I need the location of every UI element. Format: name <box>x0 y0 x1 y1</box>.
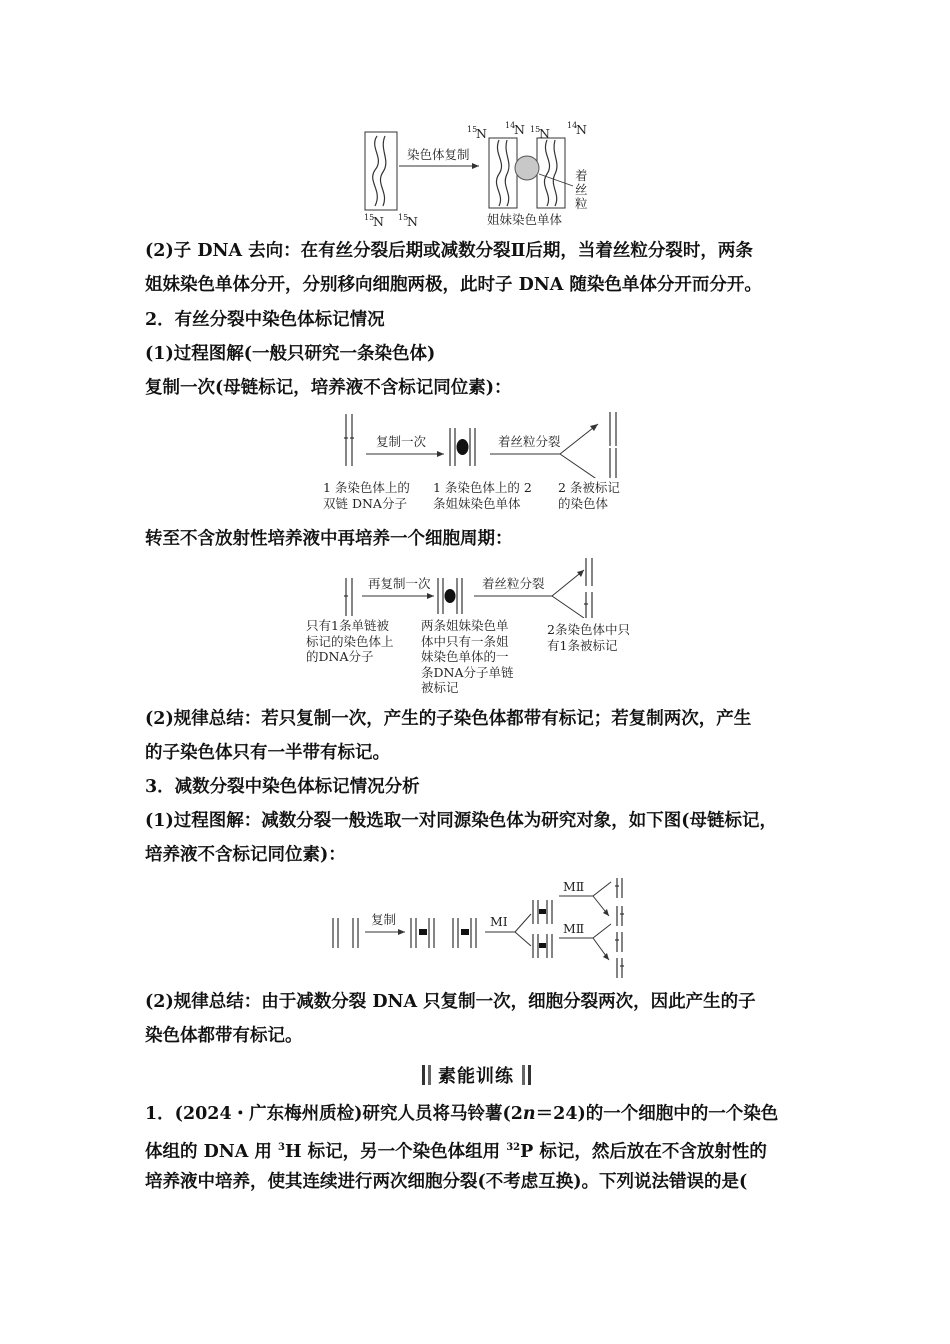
question1-line2 <box>145 1131 817 1169</box>
dna-strand-a2 <box>505 140 509 206</box>
arrow-replicate-meiosis-label: 复制 <box>371 912 397 927</box>
mi-top-centromere <box>539 909 546 914</box>
heading-3: 3．减数分裂中染色体标记情况分析 <box>145 777 420 797</box>
arrow-centromere-split-label: 着丝粒分裂 <box>498 434 561 449</box>
fig2-caption-1: 1 条染色体上的 双链 DNA分子 <box>323 480 410 511</box>
centromere-circle <box>515 156 539 180</box>
chromatid-box-b <box>537 138 565 208</box>
arrowhead-3a <box>427 593 434 599</box>
chromosome-box-left <box>365 132 397 210</box>
n15-sup-right: 15 <box>398 213 409 222</box>
banner-bar-left-1 <box>422 1065 425 1085</box>
gamete-chromosomes <box>615 878 624 978</box>
arrow-replicate-once-label: 复制一次 <box>376 434 427 449</box>
centromere-char-2: 丝 <box>575 182 588 197</box>
mi-branch-up <box>515 914 531 932</box>
banner-bar-right-1 <box>522 1065 525 1085</box>
arrowhead-4a <box>398 929 405 935</box>
para2-line2: 的子染色体只有一半带有标记。 <box>145 743 390 763</box>
q1-line1-pre: 1．(2024・广东梅州质检)研究人员将马铃薯(2 <box>145 1104 523 1124</box>
sub2-1c: 转至不含放射性培养液中再培养一个细胞周期： <box>145 529 513 549</box>
n14-sup-top-b: 14 <box>567 121 578 130</box>
centromere-char-1: 着 <box>575 168 588 183</box>
sub2-1: (1)过程图解(一般只研究一条染色体) <box>145 344 436 364</box>
mi-bottom-centromere <box>539 943 546 948</box>
chromosome-single-labeled <box>344 578 352 616</box>
q1-sup-3: 3 <box>278 1142 285 1153</box>
branch-up-2-head <box>577 570 584 577</box>
n-letter-top-b: N <box>539 126 550 141</box>
chromosome-double-strand <box>344 414 354 466</box>
centromere-char-3: 粒 <box>575 196 588 211</box>
sister-chromatid-label: 姐妹染色单体 <box>487 212 563 227</box>
n14-sup-top-a: 14 <box>505 121 516 130</box>
question1-line3: 培养液中培养，使其连续进行两次细胞分裂(不考虑互换)。下列说法错误的是( <box>145 1172 748 1192</box>
mii-b-down-head <box>603 953 609 960</box>
q1-line2-post: P 标记，然后放在不含放射性的 <box>520 1141 767 1162</box>
n-letter-left: N <box>373 214 384 229</box>
centromere-rect-2 <box>461 929 469 935</box>
q1-sup-32: 32 <box>506 1142 521 1153</box>
para4-line2: 染色体都带有标记。 <box>145 1026 303 1046</box>
banner-bar-left-2 <box>428 1065 431 1085</box>
fig2-caption-3: 2 条被标记 的染色体 <box>558 480 620 511</box>
para1-line2: 姐妹染色单体分开，分别移向细胞两极，此时子 DNA 随染色单体分开而分开。 <box>145 275 762 295</box>
mii-a-up <box>593 882 611 896</box>
mii-b-up <box>593 924 611 938</box>
q1-line1-post: ＝24)的一个细胞中的一个染色 <box>535 1104 779 1124</box>
fig3-caption-1: 只有1条单链被 标记的染色体上 的DNA分子 <box>306 618 394 664</box>
para2-line1: (2)规律总结：若只复制一次，产生的子染色体都带有标记；若复制两次，产生 <box>145 709 752 729</box>
n-letter-top-b2: N <box>576 122 587 137</box>
para3-line2: 培养液不含标记同位素)： <box>145 845 346 865</box>
q1-line2-mid: H 标记，另一个染色体组用 <box>285 1141 507 1162</box>
centromere-rect-1 <box>419 929 427 935</box>
n-letter-top-a2: N <box>514 122 525 137</box>
replicate-label: 染色体复制 <box>407 147 470 162</box>
fig3-caption-2: 两条姐妹染色单 体中只有一条姐 妹染色单体的一 条DNA分子单链 被标记 <box>421 618 514 695</box>
n15-sup-left: 15 <box>364 213 375 222</box>
arrow-centromere-split-2-label: 着丝粒分裂 <box>482 576 545 591</box>
branch-down <box>560 454 598 478</box>
chromatid-box-a <box>489 138 517 208</box>
mii-label-b: MⅡ <box>563 921 585 936</box>
dna-strand-b1 <box>544 140 549 206</box>
para3-line1: (1)过程图解：减数分裂一般选取一对同源染色体为研究对象，如下图(母链标记， <box>145 811 778 831</box>
figure-meiosis <box>325 876 645 980</box>
para1-line1: (2)子 DNA 去向：在有丝分裂后期或减数分裂Ⅱ后期，当着丝粒分裂时，两条 <box>145 241 753 261</box>
replicate-arrowhead <box>472 163 479 169</box>
centromere-dot <box>457 439 469 455</box>
arrow-replicate-again-label: 再复制一次 <box>368 576 431 591</box>
q1-n: n <box>522 1104 536 1124</box>
banner-bar-right-2 <box>528 1065 531 1085</box>
n-letter-right: N <box>407 214 418 229</box>
figure-mitosis-once <box>320 408 640 478</box>
mii-label-a: MⅡ <box>563 879 585 894</box>
figure-dna-replication <box>355 118 595 230</box>
arrowhead-1 <box>437 451 444 457</box>
homologous-pair <box>333 918 358 948</box>
daughter-chromosome-top <box>610 412 616 446</box>
daughter-chromosome-bottom-2 <box>584 592 592 618</box>
sub2-1b: 复制一次(母链标记，培养液不含标记同位素)： <box>145 378 512 398</box>
dna-strand-left-2 <box>380 136 385 206</box>
fig2-caption-2: 1 条染色体上的 2 条姐妹染色单体 <box>433 480 532 511</box>
para4-line1: (2)规律总结：由于减数分裂 DNA 只复制一次，细胞分裂两次，因此产生的子 <box>145 992 756 1012</box>
dna-strand-b2 <box>553 140 557 206</box>
n15-sup-top-b: 15 <box>530 125 541 134</box>
fig3-caption-3: 2条染色体中只 有1条被标记 <box>547 622 630 653</box>
branch-down-2 <box>552 596 584 618</box>
heading-2: 2．有丝分裂中染色体标记情况 <box>145 310 385 330</box>
daughter-chromosome-bottom <box>610 448 616 478</box>
centromere-dot-2 <box>445 589 456 603</box>
dna-strand-left-1 <box>373 136 379 206</box>
section-banner <box>408 1060 544 1090</box>
q1-line2-pre: 体组的 DNA 用 <box>145 1141 279 1162</box>
mi-label: MⅠ <box>490 914 508 929</box>
n15-sup-top-a: 15 <box>467 125 478 134</box>
mi-branch-down <box>515 932 531 946</box>
daughter-chromosome-top-2 <box>586 558 592 586</box>
question1-line1 <box>145 1097 817 1131</box>
dna-strand-a1 <box>496 140 501 206</box>
n-letter-top-a: N <box>476 126 487 141</box>
banner-title: 素能训练 <box>438 1066 514 1087</box>
figure-mitosis-twice <box>330 556 630 618</box>
